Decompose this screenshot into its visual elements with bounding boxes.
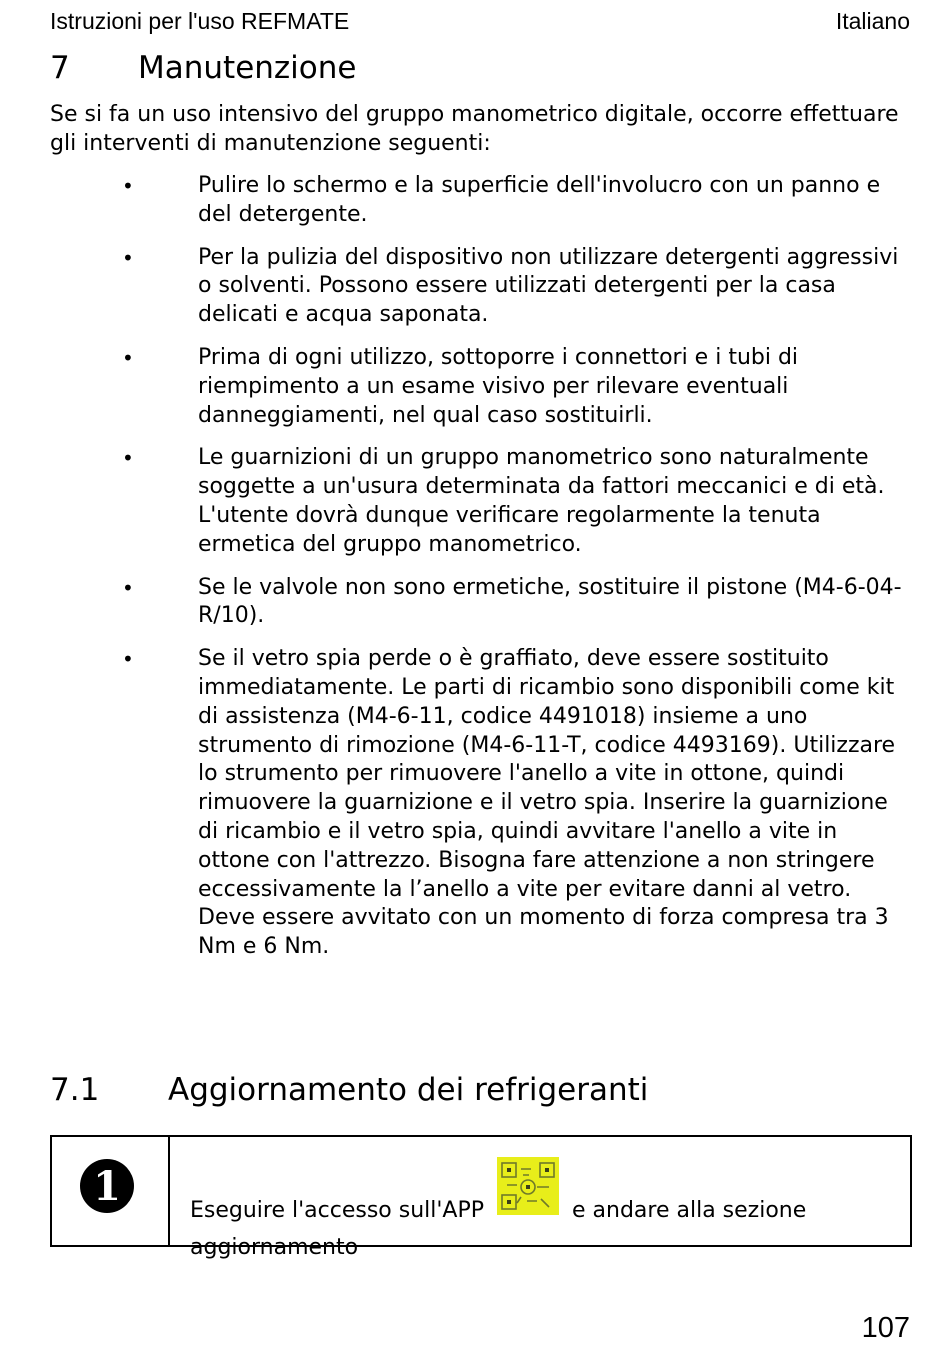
list-item: [50, 444, 912, 559]
notice-box: [50, 1135, 912, 1260]
page-number: 107: [861, 1312, 910, 1344]
page-header: [50, 8, 910, 35]
section-intro: Se si fa un uso intensivo del gruppo manometrico digitale, occorre effettuare gli interventi di manutenzione seguenti:: [50, 102, 899, 156]
list-item-text: Prima di ogni utilizzo, sottoporre i connettori e i tubi di riempimento a un esame visivo per rilevare eventuali danneggiamenti, nel qual caso sostituirli.: [198, 344, 799, 428]
subsection-number: 7.1: [50, 1072, 100, 1108]
list-item-text: Le guarnizioni di un gruppo manometrico sono naturalmente soggette a un'usura determinata da fattori meccanici e di età. L'utente dovrà dunque verificare regolarmente la tenuta ermetica del gruppo manometrico.: [198, 445, 885, 557]
maintenance-list: [50, 172, 912, 976]
subsection-heading: [50, 1072, 648, 1108]
bullet-icon: •: [122, 647, 134, 672]
bullet-icon: •: [122, 575, 134, 600]
section-heading: [50, 50, 356, 86]
bullet-icon: •: [122, 446, 134, 471]
notice-icon-cell: [52, 1137, 170, 1245]
subsection-title: Aggiornamento dei refrigeranti: [168, 1072, 649, 1108]
list-item: [50, 645, 912, 962]
list-item: [50, 172, 912, 230]
bullet-icon: •: [122, 174, 134, 198]
info-icon: 1: [80, 1159, 134, 1213]
list-item: [50, 574, 912, 632]
bullet-icon: •: [122, 245, 134, 270]
notice-text-before: Eseguire l'accesso sull'APP: [190, 1198, 485, 1223]
list-item-text: Se il vetro spia perde o è graffiato, deve essere sostituito immediatamente. Le parti di ricambio sono disponibili come kit di assistenza (M4-6-11, codice 4491018) insieme a uno strumento di rimozione (M4-6-11-T, codice 4493169). Utilizzare lo strumento per rimuovere l'anello a vite in ottone, quindi rimuovere la guarnizione e il vetro spia. Inserire la guarnizione di ricambio e il vetro spia, quindi avvitare l'anello a vite in ottone con l'attrezzo. Bisogna fare attenzione a non stringere eccessivamente la l’anello a vite per evitare danni al vetro. Deve essere avvitato con un momento di forza compresa tra 3 Nm e 6 Nm.: [198, 646, 896, 960]
header-language: Italiano: [835, 8, 910, 34]
section-title: Manutenzione: [138, 50, 357, 86]
notice-text: [170, 1137, 910, 1260]
notice-text-after: e andare alla sezione aggiornamento: [190, 1198, 807, 1260]
list-item-text: Per la pulizia del dispositivo non utilizzare detergenti aggressivi o solventi. Possono essere utilizzati detergenti per la casa delicati e acqua saponata.: [198, 244, 899, 328]
header-title: Istruzioni per l'uso REFMATE: [50, 8, 350, 34]
list-item: [50, 244, 912, 330]
list-item-text: Pulire lo schermo e la superficie dell'involucro con un panno e del detergente.: [198, 173, 881, 227]
app-qr-icon: [497, 1157, 559, 1215]
bullet-icon: •: [122, 345, 134, 370]
list-item: [50, 344, 912, 430]
list-item-text: Se le valvole non sono ermetiche, sostituire il pistone (M4-6-04-R/10).: [198, 574, 902, 629]
section-number: 7: [50, 50, 70, 86]
